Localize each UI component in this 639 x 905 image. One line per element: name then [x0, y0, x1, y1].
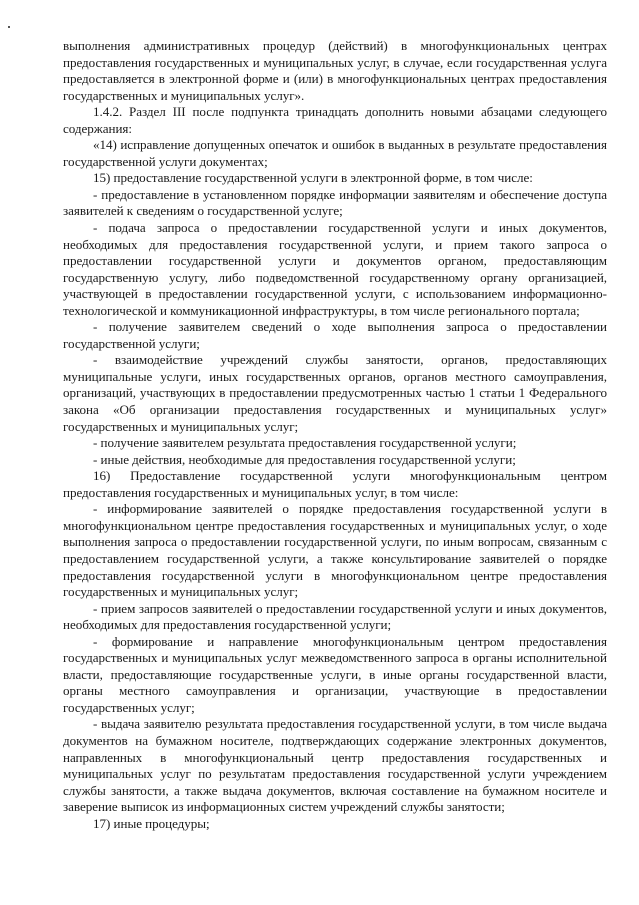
- list-item-result-issuance: - выдача заявителю результата предоставления государственной услуги, в том числе выдача документов на бумажном носителе, подтверждающих содержание электронных документов, направленных в многофункциональный центр предоставления государственных и муниципальных услуг по результатам предоставления государственной услуги учреждением службы занятости, а также выдача документов, включая составление на бумажном носителе и заверение выписок из информационных систем учреждений службы занятости;: [63, 716, 607, 815]
- list-item-interagency-request: - формирование и направление многофункциональным центром предоставления государственных и муниципальных услуг межведомственного запроса в органы исполнительной власти, предоставляющие государственные услуги, в иные органы государственной власти, органы местного самоуправления и организации, участвующие в предоставлении государственных услуг;: [63, 633, 607, 715]
- list-item-result-receipt: - получение заявителем результата предоставления государственной услуги;: [93, 435, 517, 451]
- list-item-status-info: - получение заявителем сведений о ходе выполнения запроса о предоставлении государственной услуги;: [63, 319, 607, 351]
- paragraph-continuation: выполнения административных процедур (действий) в многофункциональных центрах предоставления государственных и муниципальных услуг, в случае, если государственная услуга предоставляется в электронной форме и (или) в многофункциональных центрах предоставления государственных и муниципальных услуг».: [63, 38, 607, 103]
- document-page: [63, 38, 607, 832]
- list-item-info-provision: - предоставление в установленном порядке информации заявителям и обеспечение доступа заявителей к сведениям о государственной услуге;: [63, 186, 607, 219]
- list-item-informing: - информирование заявителей о порядке предоставления государственной услуги в многофункциональном центре предоставления государственных и муниципальных услуг, о ходе выполнения запроса о предоставлении государственной услуги, по иным вопросам, связанным с предоставлением государственной услуги, а также консультирование заявителей о порядке предоставления государственной услуги в многофункциональном центре предоставления государственных и муниципальных услуг;: [63, 501, 607, 600]
- paragraph-item-16: 16) Предоставление государственной услуги многофункциональным центром предоставления государственных и муниципальных услуг, в том числе:: [63, 468, 607, 500]
- paragraph-item-17: 17) иные процедуры;: [93, 815, 210, 831]
- paragraph-item-15: 15) предоставление государственной услуги в электронной форме, в том числе:: [93, 170, 533, 186]
- paragraph-section-1-4-2: 1.4.2. Раздел III после подпункта тринадцать дополнить новыми абзацами следующего содержания:: [63, 104, 607, 136]
- list-item-interaction: - взаимодействие учреждений службы занятости, органов, предоставляющих муниципальные услуги, иных государственных органов, органов местного самоуправления, организаций, участвующих в предоставлении предусмотренных частью 1 статьи 1 Федерального закона «Об организации предоставления государственных и муниципальных услуг» государственных и муниципальных услуг;: [63, 352, 607, 434]
- list-item-request-submission: - подача запроса о предоставлении государственной услуги и иных документов, необходимых для предоставления государственной услуги, и прием такого запроса о предоставлении государственной услуги и документов органом, предоставляющим государственную услугу, либо подведомственной государственному органу организацией, участвующей в предоставлении государственной услуги, с использованием информационно-технологической и коммуникационной инфраструктуры, в том числе регионального портала;: [63, 220, 607, 318]
- paragraph-item-14: «14) исправление допущенных опечаток и ошибок в выданных в результате предоставления государственной услуги документах;: [63, 137, 607, 169]
- scan-speck: [8, 26, 10, 28]
- list-item-other-actions: - иные действия, необходимые для предоставления государственной услуги;: [93, 451, 516, 467]
- list-item-request-intake: - прием запросов заявителей о предоставлении государственной услуги и иных документов, необходимых для предоставления государственной услуги;: [63, 600, 607, 633]
